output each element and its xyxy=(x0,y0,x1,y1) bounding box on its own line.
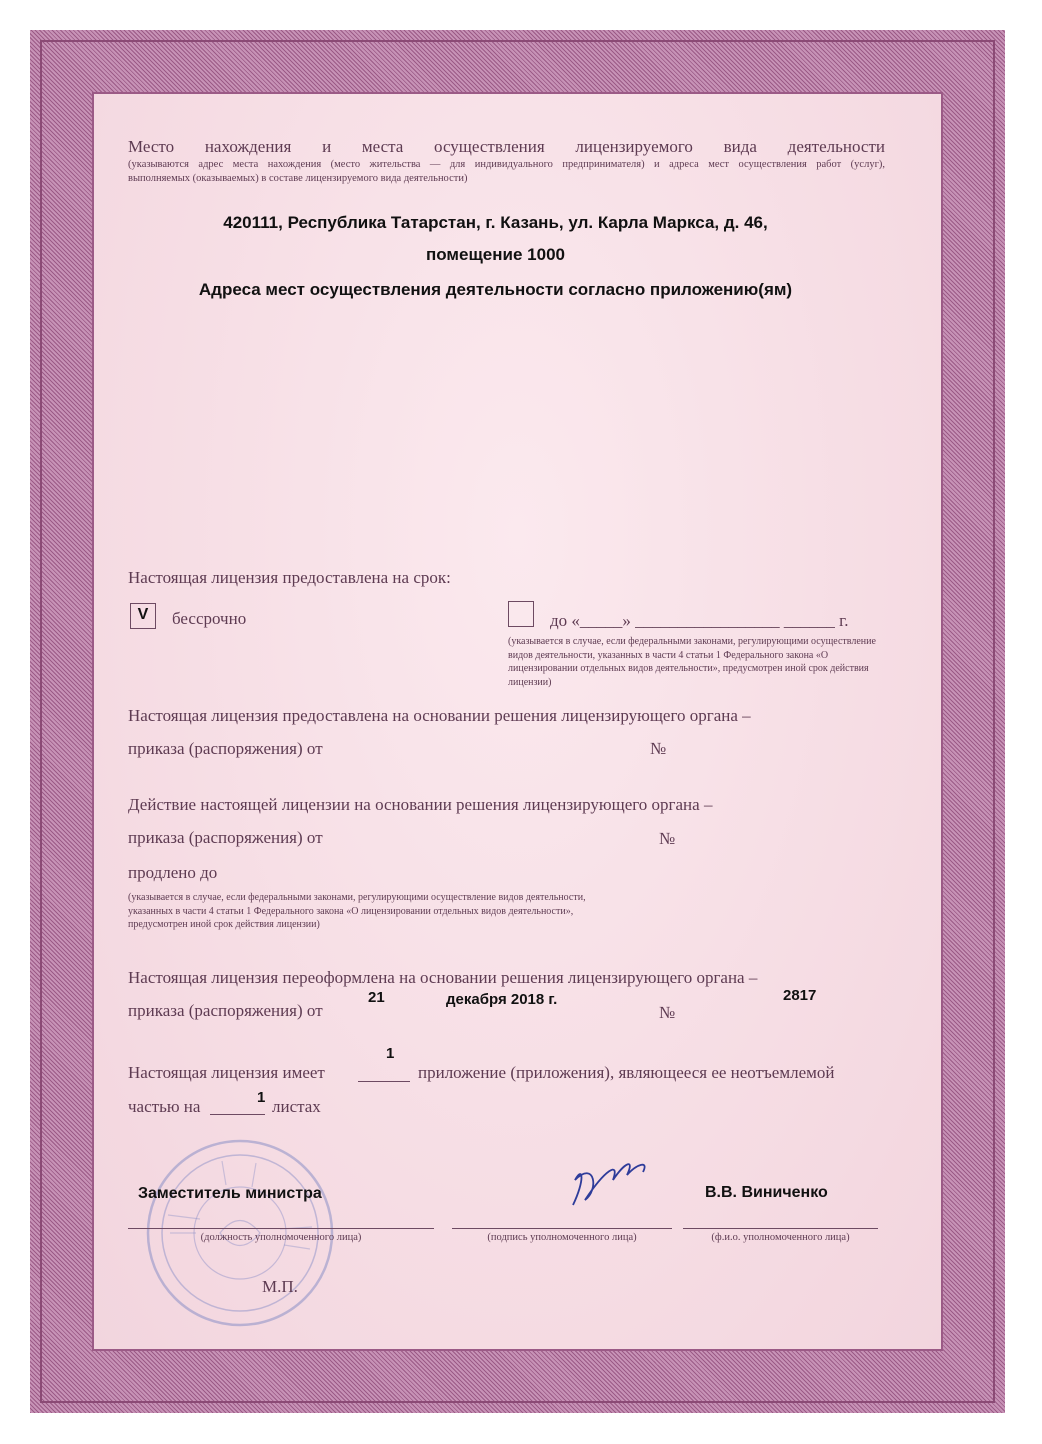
signature-line xyxy=(452,1228,672,1229)
extended-until: продлено до xyxy=(128,863,218,882)
reissue-number-sign: № xyxy=(659,1003,676,1022)
location-note-line-2: выполняемых (оказываемых) в составе лицензируемого вида деятельности) xyxy=(128,173,468,184)
term-until-date: до «_____» _________________ ______ г. xyxy=(550,611,849,630)
sheets-text-a: частью на xyxy=(128,1097,201,1116)
address-line-2: помещение 1000 xyxy=(426,245,565,264)
location-heading: Место нахождения и места осуществления лицензируемого вида деятельности xyxy=(128,137,885,156)
appendix-text-b: приложение (приложения), являющееся ее неотъемлемой xyxy=(418,1063,835,1082)
reissue-basis: Настоящая лицензия переоформлена на основании решения лицензирующего органа – xyxy=(128,968,758,987)
handwritten-signature-icon xyxy=(565,1150,655,1215)
appendix-count: 1 xyxy=(386,1045,395,1062)
reissue-order-from: приказа (распоряжения) от xyxy=(128,1001,323,1020)
extension-number-sign: № xyxy=(659,829,676,848)
extension-note: (указывается в случае, если федеральными законами, регулирующими осуществление видов деятельности, указанных в части 4 статьи 1 Федерального закона «О лицензировании отдельных видов деятельности», предусмотрен иной срок действия лицензии) xyxy=(128,892,586,930)
reissue-day: 21 xyxy=(368,989,385,1006)
term-label: Настоящая лицензия предоставлена на срок: xyxy=(128,568,451,587)
sheets-count: 1 xyxy=(257,1089,266,1106)
sheets-text-b: листах xyxy=(272,1097,321,1116)
granted-order-from: приказа (распоряжения) от xyxy=(128,739,323,758)
signer-name: В.В. Виниченко xyxy=(705,1184,828,1201)
extension-basis: Действие настоящей лицензии на основании решения лицензирующего органа – xyxy=(128,795,713,814)
position-line xyxy=(128,1228,434,1229)
appendix-count-line xyxy=(358,1081,410,1082)
check-mark: V xyxy=(137,606,149,623)
indefinite-checkbox[interactable] xyxy=(130,603,156,629)
granted-basis: Настоящая лицензия предоставлена на основании решения лицензирующего органа – xyxy=(128,706,751,725)
address-line-3: Адреса мест осуществления деятельности согласно приложению(ям) xyxy=(198,280,793,299)
signer-position: Заместитель министра xyxy=(138,1185,322,1202)
name-line xyxy=(683,1228,878,1229)
reissue-number: 2817 xyxy=(783,987,817,1004)
sheets-count-line xyxy=(210,1114,265,1115)
reissue-month-year: декабря 2018 г. xyxy=(446,991,558,1008)
granted-number-sign: № xyxy=(650,739,667,758)
caption-signature: (подпись уполномоченного лица) xyxy=(487,1232,637,1243)
term-indefinite-label: бессрочно xyxy=(172,609,247,628)
stamp-place: М.П. xyxy=(262,1277,298,1296)
address-line-1: 420111, Республика Татарстан, г. Казань, ул. Карла Маркса, д. 46, xyxy=(223,213,768,232)
caption-name: (ф.и.о. уполномоченного лица) xyxy=(711,1232,850,1243)
extension-order-from: приказа (распоряжения) от xyxy=(128,828,323,847)
location-note-line-1: (указываются адрес места нахождения (место жительства — для индивидуального предпринимателя) и адреса мест осуществления работ (услуг), xyxy=(128,159,885,170)
appendix-text-a: Настоящая лицензия имеет xyxy=(128,1063,325,1082)
term-note: (указывается в случае, если федеральными законами, регулирующими осуществление видов деятельности, указанных в части 4 статьи 1 Федерального закона «О лицензировании отдельных видов деятельности», предусмотрен иной срок действия лицензии) xyxy=(508,636,876,688)
until-date-checkbox[interactable] xyxy=(508,601,534,627)
caption-position: (должность уполномоченного лица) xyxy=(200,1232,362,1243)
